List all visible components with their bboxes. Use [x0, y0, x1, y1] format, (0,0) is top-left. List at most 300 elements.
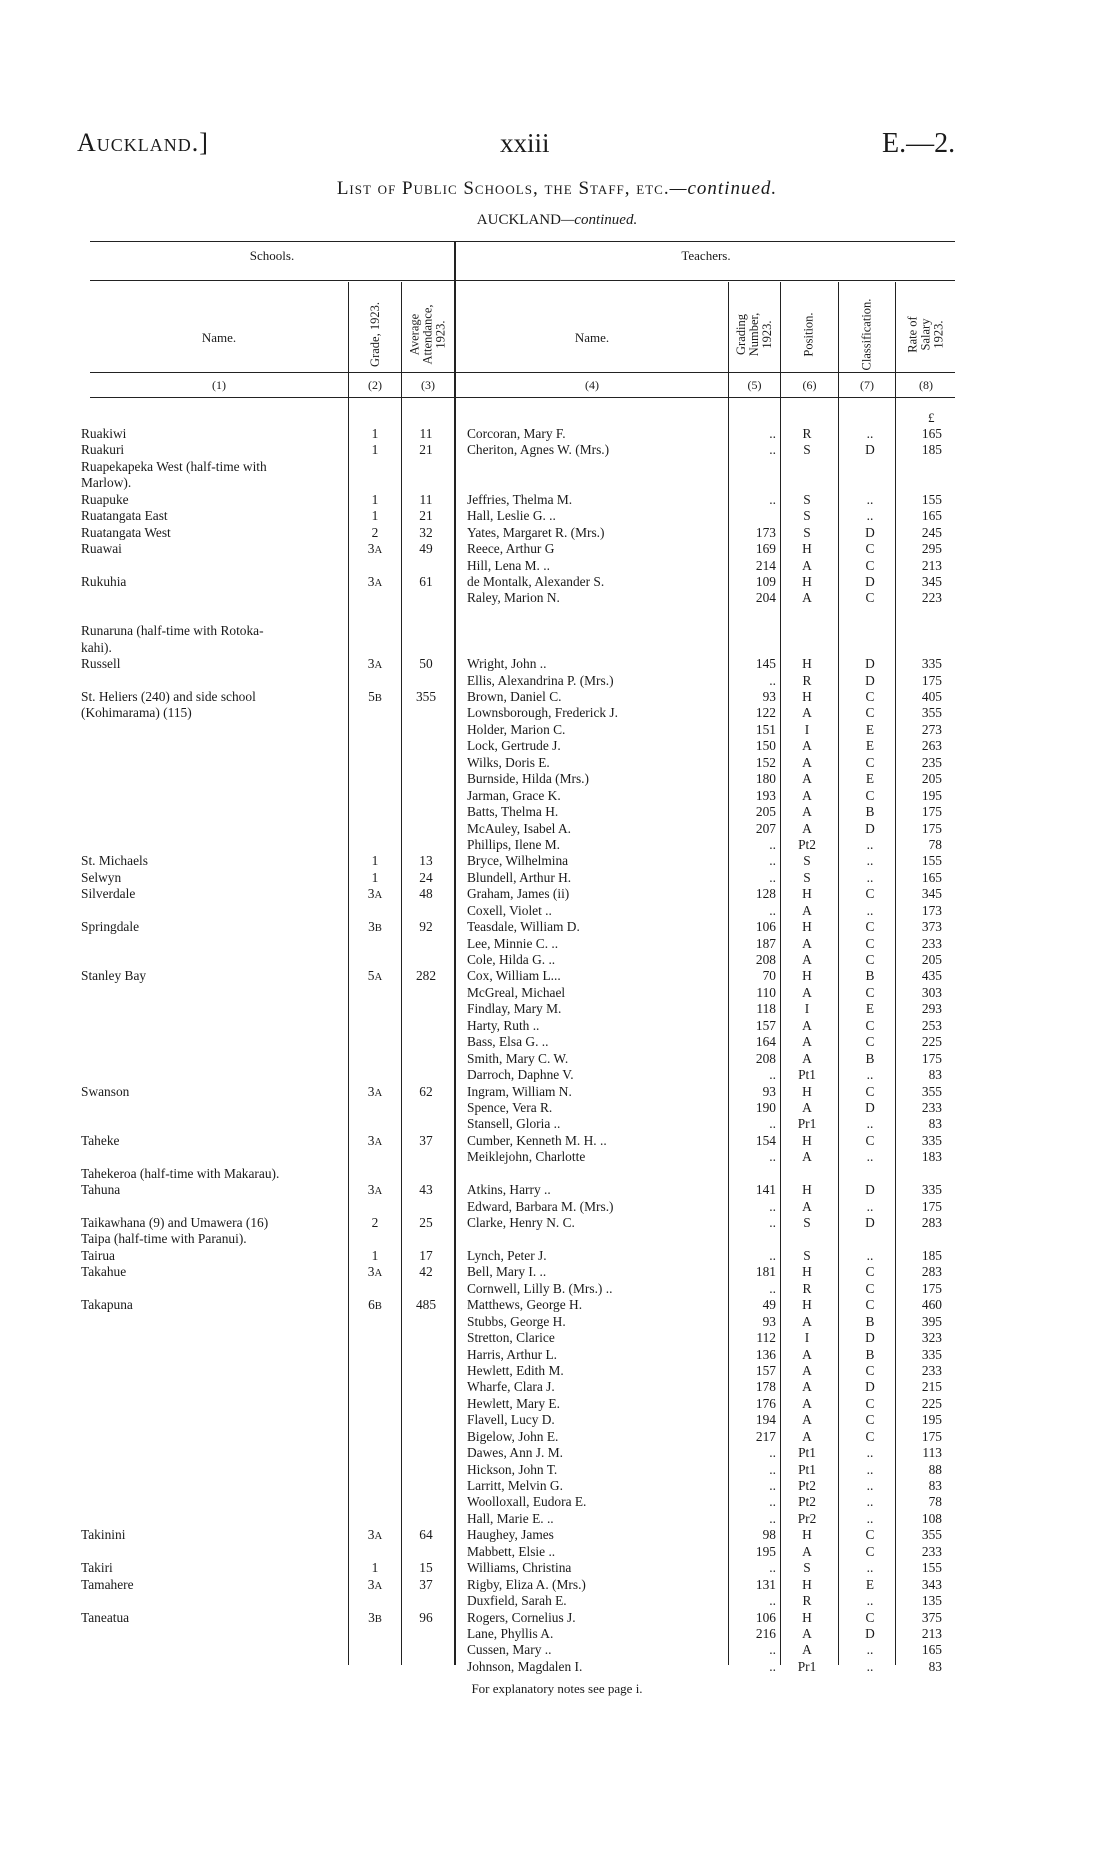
col-num-1: (1): [212, 378, 226, 392]
school-name-cell: Selwyn: [81, 870, 341, 886]
rule-colnum-bottom: [90, 397, 955, 398]
position-cell: S: [803, 869, 811, 885]
grade-cell: 3A: [367, 656, 383, 672]
grading-number-cell: ..: [769, 1116, 776, 1132]
salary-cell: 155: [921, 491, 942, 507]
grading-number-cell: 190: [755, 1099, 776, 1115]
position-cell: H: [802, 968, 812, 984]
salary-cell: 335: [921, 1346, 942, 1362]
table-row: [0, 821, 1114, 837]
grade-cell: 3B: [368, 1609, 382, 1625]
grading-number-cell: 93: [762, 1313, 776, 1329]
table-row: [0, 919, 1114, 935]
position-cell: A: [802, 984, 812, 1000]
grade-cell: 3A: [367, 886, 383, 902]
table-row: [0, 1001, 1114, 1017]
grading-number-cell: ..: [769, 1067, 776, 1083]
teacher-name-cell: Stansell, Gloria ..: [467, 1116, 561, 1132]
school-name-cell: Ruakiwi: [81, 426, 341, 442]
footer-note: For explanatory notes see page i.: [471, 1681, 643, 1696]
position-cell: A: [802, 952, 812, 967]
salary-cell: 113: [922, 1445, 942, 1461]
school-name-cell: Taheke: [81, 1133, 341, 1149]
salary-cell: 215: [921, 1379, 942, 1395]
grading-number-cell: 106: [755, 1609, 776, 1625]
position-cell: A: [802, 1313, 812, 1329]
table-row: [0, 1527, 1114, 1543]
grade-cell: 5B: [368, 689, 382, 704]
salary-cell: 235: [921, 754, 942, 770]
teacher-name-cell: Meiklejohn, Charlotte: [467, 1149, 586, 1165]
grading-number-cell: 112: [756, 1330, 776, 1346]
classification-cell: ..: [866, 1149, 874, 1165]
grade-cell: 3A: [367, 1576, 383, 1592]
salary-cell: 195: [921, 1412, 942, 1428]
teacher-name-cell: Teasdale, William D.: [467, 919, 580, 935]
salary-cell: 155: [921, 1560, 942, 1576]
teacher-name-cell: Clarke, Henry N. C.: [467, 1215, 575, 1230]
school-name-cell: Ruawai: [81, 541, 341, 557]
classification-cell: E: [865, 721, 875, 737]
teacher-name-cell: Darroch, Daphne V.: [467, 1067, 574, 1083]
teacher-name-cell: Findlay, Mary M.: [467, 1001, 562, 1017]
teacher-name-cell: Ellis, Alexandrina P. (Mrs.): [467, 672, 614, 688]
position-cell: A: [802, 1034, 812, 1050]
classification-cell: D: [865, 573, 875, 589]
classification-cell: C: [865, 1428, 875, 1444]
table-row: [0, 1363, 1114, 1379]
teacher-name-cell: Phillips, Ilene M.: [467, 836, 560, 852]
classification-cell: B: [865, 1050, 875, 1066]
title-main: List of Public Schools, the Staff, etc.: [336, 178, 670, 199]
position-cell: H: [802, 1132, 812, 1148]
classification-cell: ..: [866, 426, 874, 441]
teacher-name-cell: Larritt, Melvin G.: [467, 1478, 563, 1493]
table-row: [0, 804, 1114, 820]
grading-number-cell: 154: [755, 1132, 776, 1148]
table-row: [0, 1544, 1114, 1560]
salary-cell: 78: [928, 1494, 942, 1510]
position-cell: A: [802, 1362, 812, 1378]
table-row: [0, 1330, 1114, 1346]
salary-cell: 295: [921, 541, 942, 557]
teacher-name-cell: Harris, Arthur L.: [467, 1346, 557, 1362]
position-cell: H: [802, 1527, 812, 1543]
school-name-cell: Tahekeroa (half-time with Makarau).: [81, 1166, 341, 1182]
attendance-cell: 96: [419, 1609, 433, 1625]
position-cell: R: [802, 1280, 812, 1296]
table-row: [0, 1347, 1114, 1363]
table-row: [0, 1182, 1114, 1198]
classification-cell: C: [865, 919, 875, 935]
col-head-teacher-name: Name.: [574, 330, 610, 345]
salary-cell: 435: [921, 968, 942, 984]
col-num-8: (8): [919, 378, 933, 392]
attendance-cell: 11: [419, 426, 433, 441]
grading-number-cell: ..: [769, 1494, 776, 1510]
position-cell: A: [802, 787, 812, 803]
table-row: [0, 1626, 1114, 1642]
salary-cell: 283: [921, 1215, 942, 1230]
col-head-salary-text: Rate of Salary 1923.: [905, 315, 946, 353]
position-cell: H: [802, 886, 812, 902]
teacher-name-cell: Bryce, Wilhelmina: [467, 853, 569, 869]
attendance-cell: 50: [419, 656, 433, 672]
col-head-grading: [729, 282, 780, 386]
teacher-name-cell: de Montalk, Alexander S.: [467, 573, 605, 589]
grade-cell: 3A: [367, 541, 383, 557]
classification-cell: D: [865, 672, 875, 688]
classification-cell: E: [865, 1576, 875, 1592]
teacher-name-cell: Harty, Ruth ..: [467, 1017, 540, 1033]
classification-cell: D: [865, 656, 875, 672]
position-cell: R: [802, 672, 812, 688]
classification-cell: C: [865, 1297, 875, 1313]
salary-cell: 165: [921, 508, 942, 524]
grading-number-cell: ..: [769, 1642, 776, 1658]
grading-number-cell: 208: [755, 1050, 776, 1066]
position-cell: A: [802, 1149, 812, 1165]
classification-cell: C: [865, 935, 875, 951]
attendance-cell: 282: [415, 968, 437, 984]
table-row: [0, 1445, 1114, 1461]
salary-cell: 245: [921, 524, 942, 540]
table-row: [0, 1133, 1114, 1149]
table-row: [0, 1314, 1114, 1330]
classification-cell: C: [865, 1017, 875, 1033]
col-head-position-text: Position.: [802, 311, 816, 357]
position-cell: A: [802, 557, 812, 573]
classification-cell: D: [865, 820, 875, 836]
table-row: [0, 1116, 1114, 1132]
salary-cell: 83: [928, 1067, 942, 1083]
salary-cell: 205: [921, 952, 942, 967]
grading-number-cell: 214: [755, 557, 776, 573]
teacher-name-cell: Batts, Thelma H.: [467, 804, 559, 820]
grade-cell: 3A: [367, 1132, 383, 1148]
salary-cell: 303: [921, 984, 942, 1000]
grading-number-cell: 217: [755, 1428, 776, 1444]
grading-number-cell: 106: [755, 919, 776, 935]
teacher-name-cell: Hickson, John T.: [467, 1461, 558, 1477]
classification-cell: ..: [866, 869, 874, 885]
salary-cell: 213: [921, 1625, 942, 1641]
grading-number-cell: 195: [755, 1543, 776, 1559]
grading-number-cell: 208: [755, 952, 776, 967]
salary-cell: 108: [921, 1510, 942, 1526]
classification-cell: B: [865, 1313, 875, 1329]
table-row: [0, 1593, 1114, 1609]
school-name-cell: St. Michaels: [81, 853, 341, 869]
grading-number-cell: 118: [756, 1001, 776, 1017]
grade-cell: 5A: [367, 968, 383, 984]
teacher-name-cell: Matthews, George H.: [467, 1297, 583, 1313]
grade-cell: 1: [371, 442, 379, 458]
position-cell: Pt1: [798, 1461, 816, 1477]
salary-cell: 195: [921, 787, 942, 803]
position-cell: A: [802, 935, 812, 951]
grade-cell: 1: [371, 1247, 379, 1263]
salary-cell: 175: [921, 672, 942, 688]
table-row: [0, 870, 1114, 886]
attendance-cell: 485: [415, 1297, 437, 1313]
col-head-grade: [349, 282, 401, 386]
table-row: [0, 755, 1114, 771]
grading-number-cell: 151: [755, 721, 776, 737]
table-row: [0, 1100, 1114, 1116]
salary-cell: 345: [921, 886, 942, 902]
table-row: [0, 1379, 1114, 1395]
salary-cell: 375: [921, 1609, 942, 1625]
table-row: [0, 590, 1114, 606]
salary-cell: 343: [921, 1576, 942, 1592]
classification-cell: C: [865, 1034, 875, 1050]
table-row: [0, 1478, 1114, 1494]
table-row: [0, 1067, 1114, 1083]
salary-cell: 395: [921, 1313, 942, 1329]
table-row: [0, 1084, 1114, 1100]
school-name-cell: Stanley Bay: [81, 968, 341, 984]
classification-cell: C: [865, 886, 875, 902]
table-row: [0, 1166, 1114, 1182]
grading-number-cell: 169: [755, 541, 776, 557]
teacher-name-cell: Lee, Minnie C. ..: [467, 935, 559, 951]
table-row: [0, 936, 1114, 952]
classification-cell: C: [865, 1280, 875, 1296]
grading-number-cell: ..: [769, 1658, 776, 1674]
grading-number-cell: 181: [755, 1264, 776, 1280]
table-row: [0, 623, 1114, 639]
grading-number-cell: ..: [769, 491, 776, 507]
teacher-name-cell: Corcoran, Mary F.: [467, 426, 566, 441]
grading-number-cell: ..: [769, 836, 776, 852]
grading-number-cell: 187: [755, 935, 776, 951]
grading-number-cell: 93: [762, 1083, 776, 1099]
grading-number-cell: 194: [755, 1412, 776, 1428]
teacher-name-cell: Bigelow, John E.: [467, 1428, 559, 1444]
grading-number-cell: 205: [755, 804, 776, 820]
classification-cell: E: [865, 771, 875, 787]
table-row: [0, 673, 1114, 689]
attendance-cell: 42: [419, 1264, 433, 1280]
school-name-cell: Taipa (half-time with Paranui).: [81, 1231, 341, 1247]
position-cell: H: [802, 919, 812, 935]
page-number: xxiii: [500, 128, 550, 158]
attendance-cell: 13: [419, 853, 433, 869]
table-row: [0, 541, 1114, 557]
teacher-name-cell: Williams, Christina: [467, 1560, 572, 1576]
attendance-cell: 62: [419, 1083, 433, 1099]
teacher-name-cell: Lownsborough, Frederick J.: [467, 705, 618, 721]
table-row: [0, 656, 1114, 672]
salary-cell: 335: [921, 1132, 942, 1148]
col-head-grade-text: Grade, 1923.: [367, 301, 382, 367]
classification-cell: C: [865, 1527, 875, 1543]
table-row: [0, 1511, 1114, 1527]
classification-cell: C: [865, 1362, 875, 1378]
grade-cell: 3A: [367, 1527, 383, 1543]
grading-number-cell: 193: [755, 787, 776, 803]
table-row: [0, 903, 1114, 919]
table-row: [0, 788, 1114, 804]
table-row: [0, 952, 1114, 968]
attendance-cell: 61: [419, 573, 433, 589]
table-row: [0, 1396, 1114, 1412]
teacher-name-cell: Cussen, Mary ..: [467, 1642, 552, 1658]
position-cell: A: [802, 1412, 812, 1428]
position-cell: I: [804, 1001, 810, 1017]
currency-symbol: £: [928, 410, 935, 425]
grading-number-cell: ..: [769, 1461, 776, 1477]
salary-cell: 405: [921, 689, 942, 704]
classification-cell: D: [865, 1379, 875, 1395]
teacher-name-cell: Lynch, Peter J.: [467, 1247, 547, 1263]
salary-cell: 263: [921, 738, 942, 754]
grade-cell: 2: [371, 1215, 379, 1230]
grading-number-cell: 49: [762, 1297, 776, 1313]
col-num-5: (5): [747, 378, 762, 392]
grading-number-cell: 136: [755, 1346, 776, 1362]
school-name-cell: Ruatangata West: [81, 525, 341, 541]
classification-cell: ..: [866, 1494, 874, 1510]
salary-cell: 83: [928, 1478, 942, 1493]
school-name-cell: Silverdale: [81, 886, 341, 902]
salary-cell: 185: [921, 1247, 942, 1263]
table-row: [0, 1494, 1114, 1510]
teacher-name-cell: Lane, Phyllis A.: [467, 1625, 554, 1641]
classification-cell: C: [865, 541, 875, 557]
classification-cell: C: [865, 1083, 875, 1099]
position-cell: S: [803, 1215, 811, 1230]
salary-cell: 253: [921, 1017, 942, 1033]
grading-number-cell: 70: [762, 968, 776, 984]
grade-cell: 1: [371, 869, 379, 885]
school-name-cell: Takiri: [81, 1560, 341, 1576]
salary-cell: 78: [928, 836, 942, 852]
grading-number-cell: 93: [762, 689, 776, 704]
classification-cell: C: [865, 787, 875, 803]
grading-number-cell: ..: [769, 1247, 776, 1263]
teacher-name-cell: Coxell, Violet ..: [467, 902, 552, 918]
salary-cell: 135: [921, 1593, 942, 1609]
school-name-cell: Marlow).: [81, 475, 341, 491]
grading-number-cell: 173: [755, 524, 776, 540]
position-cell: A: [802, 902, 812, 918]
classification-cell: D: [865, 1625, 875, 1641]
grading-number-cell: 128: [755, 886, 776, 902]
position-cell: H: [802, 656, 812, 672]
page-title: [0, 178, 1114, 200]
position-cell: S: [803, 524, 811, 540]
group-teachers: Teachers.: [681, 248, 731, 263]
classification-cell: ..: [866, 1247, 874, 1263]
grading-number-cell: 204: [755, 590, 776, 606]
classification-cell: C: [865, 1412, 875, 1428]
teacher-name-cell: Dawes, Ann J. M.: [467, 1445, 563, 1461]
school-name-cell: Ruapuke: [81, 492, 341, 508]
school-name-cell: Ruatangata East: [81, 508, 341, 524]
teacher-name-cell: Burnside, Hilda (Mrs.): [467, 771, 589, 787]
school-name-cell: Takinini: [81, 1527, 341, 1543]
teacher-name-cell: Bell, Mary I. ..: [467, 1264, 547, 1280]
col-head-attendance-text: Average Attendance, 1923.: [407, 303, 448, 365]
teacher-name-cell: Jarman, Grace K.: [467, 787, 561, 803]
school-name-cell: Springdale: [81, 919, 341, 935]
classification-cell: ..: [866, 1478, 874, 1493]
attendance-cell: 24: [419, 869, 433, 885]
table-row: [0, 1560, 1114, 1576]
col-num-6: (6): [802, 378, 817, 392]
teacher-name-cell: Rogers, Cornelius J.: [467, 1609, 576, 1625]
grading-number-cell: ..: [769, 902, 776, 918]
classification-cell: E: [865, 1001, 875, 1017]
position-cell: H: [802, 1297, 812, 1313]
classification-cell: ..: [866, 902, 874, 918]
salary-cell: 345: [921, 573, 942, 589]
col-head-salary: [896, 282, 956, 386]
teacher-name-cell: Flavell, Lucy D.: [467, 1412, 555, 1428]
table-row: [0, 1034, 1114, 1050]
grading-number-cell: 109: [755, 573, 776, 589]
teacher-name-cell: Hall, Marie E. ..: [467, 1510, 554, 1526]
table-row: [0, 1231, 1114, 1247]
group-schools: Schools.: [249, 248, 295, 263]
grading-number-cell: 157: [755, 1017, 776, 1033]
teacher-name-cell: Wright, John ..: [467, 656, 547, 672]
classification-cell: C: [865, 689, 875, 704]
table-row: [0, 525, 1114, 541]
classification-cell: ..: [866, 1067, 874, 1083]
salary-cell: 335: [921, 656, 942, 672]
position-cell: H: [802, 1083, 812, 1099]
table-row: [0, 574, 1114, 590]
teacher-name-cell: Smith, Mary C. W.: [467, 1050, 569, 1066]
classification-cell: ..: [866, 1510, 874, 1526]
attendance-cell: 64: [419, 1527, 433, 1543]
salary-cell: 323: [921, 1330, 942, 1346]
table-row: [0, 1297, 1114, 1313]
classification-cell: C: [865, 1264, 875, 1280]
teacher-name-cell: Brown, Daniel C.: [467, 689, 562, 704]
salary-cell: 355: [921, 1083, 942, 1099]
position-cell: A: [802, 771, 812, 787]
position-cell: I: [804, 1330, 810, 1346]
grade-cell: 1: [371, 853, 379, 869]
classification-cell: ..: [866, 1198, 874, 1214]
school-name-cell: Runaruna (half-time with Rotoka-: [81, 623, 341, 639]
school-name-cell: (Kohimarama) (115): [81, 705, 341, 721]
school-name-cell: Swanson: [81, 1084, 341, 1100]
teacher-name-cell: Atkins, Harry ..: [467, 1182, 551, 1198]
teacher-name-cell: Hewlett, Edith M.: [467, 1362, 564, 1378]
school-name-cell: Tahuna: [81, 1182, 341, 1198]
teacher-name-cell: Hill, Lena M. ..: [467, 557, 550, 573]
classification-cell: ..: [866, 853, 874, 869]
grading-number-cell: ..: [769, 1280, 776, 1296]
grading-number-cell: 176: [755, 1395, 776, 1411]
position-cell: R: [802, 426, 812, 441]
position-cell: I: [804, 721, 810, 737]
school-name-cell: Tamahere: [81, 1577, 341, 1593]
grading-number-cell: 122: [755, 705, 776, 721]
position-cell: A: [802, 1625, 812, 1641]
position-cell: H: [802, 689, 812, 704]
table-row: [0, 853, 1114, 869]
grading-number-cell: 152: [755, 754, 776, 770]
position-cell: A: [802, 1543, 812, 1559]
classification-cell: ..: [866, 491, 874, 507]
table-row: [0, 968, 1114, 984]
